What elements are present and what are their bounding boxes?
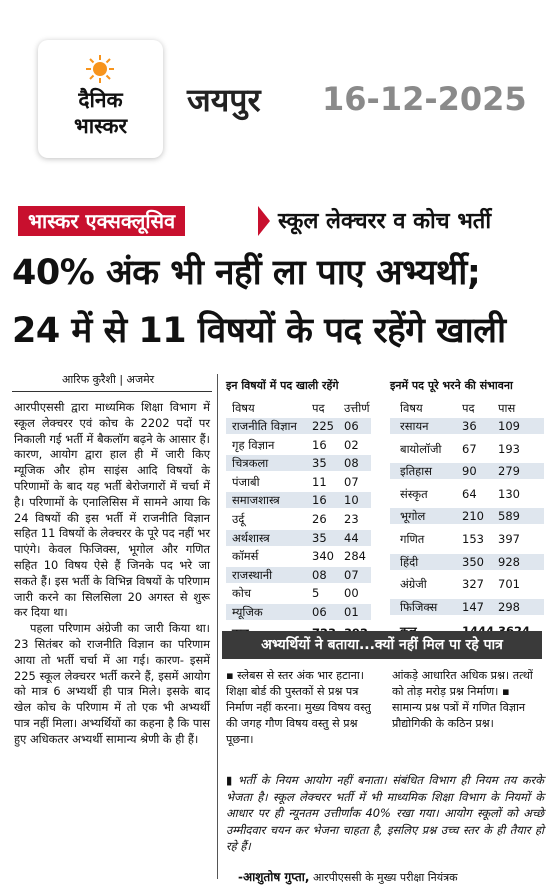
table-cell: चित्रकला: [232, 456, 269, 471]
table-cell: 06: [312, 605, 327, 619]
table-cell: 00: [344, 586, 359, 601]
table-cell: पद: [312, 401, 325, 415]
table-cell: बायोलॉजी: [400, 441, 442, 456]
quote-signature: [238, 868, 458, 885]
table-cell: संस्कृत: [400, 486, 428, 501]
divider: [12, 391, 212, 392]
table-cell: 16: [312, 493, 327, 508]
table-cell: 589: [498, 509, 520, 524]
table-cell: 109: [498, 419, 520, 433]
signature-title: आरपीएससी के मुख्य परीक्षा नियंत्रक: [312, 871, 458, 884]
table-cell: भूगोल: [400, 509, 426, 524]
table-cell: 340: [312, 549, 334, 564]
table-row: [226, 455, 371, 471]
table-cell: विषय: [400, 401, 423, 415]
kicker-arrow: [258, 206, 270, 236]
filled-table-title: इनमें पद पूरे भरने की संभावना: [390, 379, 513, 392]
sub-kicker: स्कूल लेक्चरर व कोच भर्ती: [278, 209, 492, 234]
brand-logo: [38, 40, 163, 158]
table-cell: 279: [498, 464, 520, 479]
logo-line-2: भास्कर: [73, 114, 128, 138]
reasons-banner: अभ्यर्थियों ने बताया...क्यों नहीं मिल पा रहे पात्र: [222, 631, 542, 659]
table-cell: उत्तीर्ण: [344, 401, 370, 415]
table-cell: 44: [344, 530, 359, 545]
table-cell: कोच: [232, 586, 252, 601]
table-cell: 701: [498, 577, 520, 592]
table-cell: 35: [312, 456, 327, 471]
table-row: [390, 599, 544, 615]
article-body: [14, 400, 210, 748]
table-cell: 298: [498, 599, 520, 614]
table-row: [390, 418, 544, 434]
table-row: [226, 418, 371, 434]
headline-line-2: 24 में से 11 विषयों के पद रहेंगे खाली: [12, 311, 506, 351]
table-cell: उर्दू: [232, 512, 245, 526]
table-header-row: [226, 400, 371, 416]
table-cell: 06: [344, 419, 359, 433]
table-cell: हिंदी: [400, 554, 419, 569]
paragraph-1: आरपीएससी द्वारा माध्यमिक शिक्षा विभाग में स्कूल लेक्चरर एवं कोच के 2202 पदों पर निकाली गई भर्ती में बैकलॉग बढ़ने के आसार हैं। कारण, आयोग द्वारा हाल ही में जारी किए म्यूजिक और होम साइंस आदि विषयों के परिणामों के बाद यह भर्ती बेरोजगारों में चर्चा में है। परिणामों के एनालिसिस में सामने आया कि 24 विषयों की इस भर्ती में राजनीति विज्ञान सहित 11 विषयों के लेक्चरर के पूरे पद नहीं भर पाएंगे। केवल फिजिक्स, भूगोल और गणित सहित 10 विषय ऐसे हैं जिनके पद भरे जा सकते हैं। इस भर्ती के विभिन्न विषयों के परिणाम जारी करने का सिलसिला 20 अगस्त से शुरू कर दिया था।: [14, 400, 210, 620]
table-cell: राजस्थानी: [232, 567, 273, 582]
date-label: 16-12-2025: [322, 80, 527, 118]
headline-line-1: 40% अंक भी नहीं ला पाए अभ्यर्थी;: [12, 253, 481, 293]
table-row: [226, 530, 371, 546]
table-cell: म्यूजिक: [232, 605, 263, 619]
table-cell: 36: [462, 419, 477, 433]
table-cell: 193: [498, 441, 520, 456]
table-row: [390, 554, 544, 570]
paragraph-2: पहला परिणाम अंग्रेजी का जारी किया था। 23 सितंबर को राजनीति विज्ञान का परिणाम आया तो भर्ती चर्चा में आ गई। कारण- इसमें 225 स्कूल लेक्चरर भर्ती करने हैं, इसमें आयोग को मात्र 6 अभ्यर्थी ही पात्र मिले। इसके बाद खेल कोच के परिणाम में तो एक भी अभ्यर्थी पात्र नहीं मिला। अभ्यर्थियों का कहना है कि पास हुए अधिकतर अभ्यर्थी सामान्य श्रेणी के ही हैं।: [14, 621, 210, 746]
official-quote: ▮ भर्ती के नियम आयोग नहीं बनाता। संबंधित विभाग ही नियम तय करके भेजता है। स्कूल लेक्चरर भर्ती में भी माध्यमिक शिक्षा विभाग के नियमों के आधार पर ही न्यूनतम उत्तीर्णांक 40% रखा गया। आयोग स्कूलों को अच्छे उम्मीदवार चयन कर भेजना चाहता है, इसलिए प्रश्न उच्च स्तर के ही तैयार हो रहे हैं।: [226, 773, 544, 853]
table-cell: समाजशास्त्र: [232, 493, 280, 508]
table-cell: 928: [498, 554, 520, 569]
reasons-right: आंकड़े आधारित अधिक प्रश्न। तत्थों को तोड़ मरोड़ प्रश्न निर्माण। ▪ सामान्य प्रश्न पत्रों में गणित विज्ञान प्रौद्योगिकी के कठिन प्रश्न।: [392, 669, 533, 730]
table-cell: राजनीति विज्ञान: [232, 419, 297, 433]
table-row: [390, 441, 544, 457]
table-row: [226, 585, 371, 601]
table-cell: 16: [312, 437, 327, 452]
table-row: [390, 508, 544, 524]
table-row: [226, 474, 371, 490]
table-cell: 90: [462, 464, 477, 479]
table-row: [226, 604, 371, 620]
column-divider: [217, 374, 218, 879]
table-cell: 64: [462, 486, 477, 501]
table-row: [390, 486, 544, 502]
table-cell: 02: [344, 437, 359, 452]
table-row: [390, 463, 544, 479]
table-cell: 08: [312, 567, 327, 582]
vacant-table-title: इन विषयों में पद खाली रहेंगे: [226, 379, 339, 392]
sun-icon: [85, 54, 115, 84]
table-row: [226, 511, 371, 527]
table-cell: अर्थशास्त्र: [232, 530, 270, 545]
table-cell: 11: [312, 474, 327, 489]
reasons-left: ▪ स्लेबस से स्तर अंक भार हटाना। शिक्षा बोर्ड की पुस्तकों से प्रश्न पत्र निर्माण नहीं करना। मुख्य विषय वस्तु की जगह गौण विषय वस्तु से प्रश्न पूछना।: [226, 669, 371, 746]
table-cell: पास: [498, 401, 516, 415]
table-cell: 284: [344, 549, 366, 564]
table-cell: 23: [344, 512, 359, 526]
exclusive-kicker: भास्कर एक्सक्लूसिव: [18, 206, 185, 236]
table-cell: विषय: [232, 401, 255, 415]
city-label: जयपुर: [187, 81, 261, 119]
table-cell: 08: [344, 456, 359, 471]
table-cell: 397: [498, 532, 520, 546]
table-row: [226, 437, 371, 453]
logo-line-1: दैनिक: [78, 88, 123, 112]
byline: आरिफ कुरैशी | अजमेर: [62, 373, 155, 386]
table-cell: 147: [462, 599, 484, 614]
table-cell: कॉमर्स: [232, 549, 259, 564]
signature-name: -आशुतोष गुप्ता,: [238, 870, 310, 884]
table-cell: 5: [312, 586, 320, 601]
table-cell: 67: [462, 441, 477, 456]
table-cell: 225: [312, 419, 334, 433]
table-cell: रसायन: [400, 419, 429, 433]
table-cell: 153: [462, 532, 484, 546]
table-cell: 10: [344, 493, 359, 508]
table-cell: 210: [462, 509, 484, 524]
table-row: [226, 548, 371, 564]
table-cell: फिजिक्स: [400, 599, 438, 614]
table-header-row: [390, 400, 544, 416]
table-cell: अंग्रेजी: [400, 577, 427, 592]
table-cell: पंजाबी: [232, 474, 260, 489]
table-cell: 01: [344, 605, 359, 619]
table-cell: 130: [498, 486, 520, 501]
table-row: [390, 531, 544, 547]
table-row: [226, 567, 371, 583]
table-row: [226, 492, 371, 508]
table-cell: 07: [344, 474, 359, 489]
table-cell: गणित: [400, 532, 425, 546]
table-cell: 35: [312, 530, 327, 545]
table-cell: 07: [344, 567, 359, 582]
vacant-posts-table: [226, 398, 371, 634]
table-cell: 327: [462, 577, 484, 592]
filled-posts-table: [390, 398, 544, 634]
table-cell: गृह विज्ञान: [232, 437, 275, 452]
table-cell: पद: [462, 401, 475, 415]
table-cell: 350: [462, 554, 484, 569]
table-row: [390, 576, 544, 592]
table-cell: इतिहास: [400, 464, 433, 479]
table-cell: 26: [312, 512, 327, 526]
